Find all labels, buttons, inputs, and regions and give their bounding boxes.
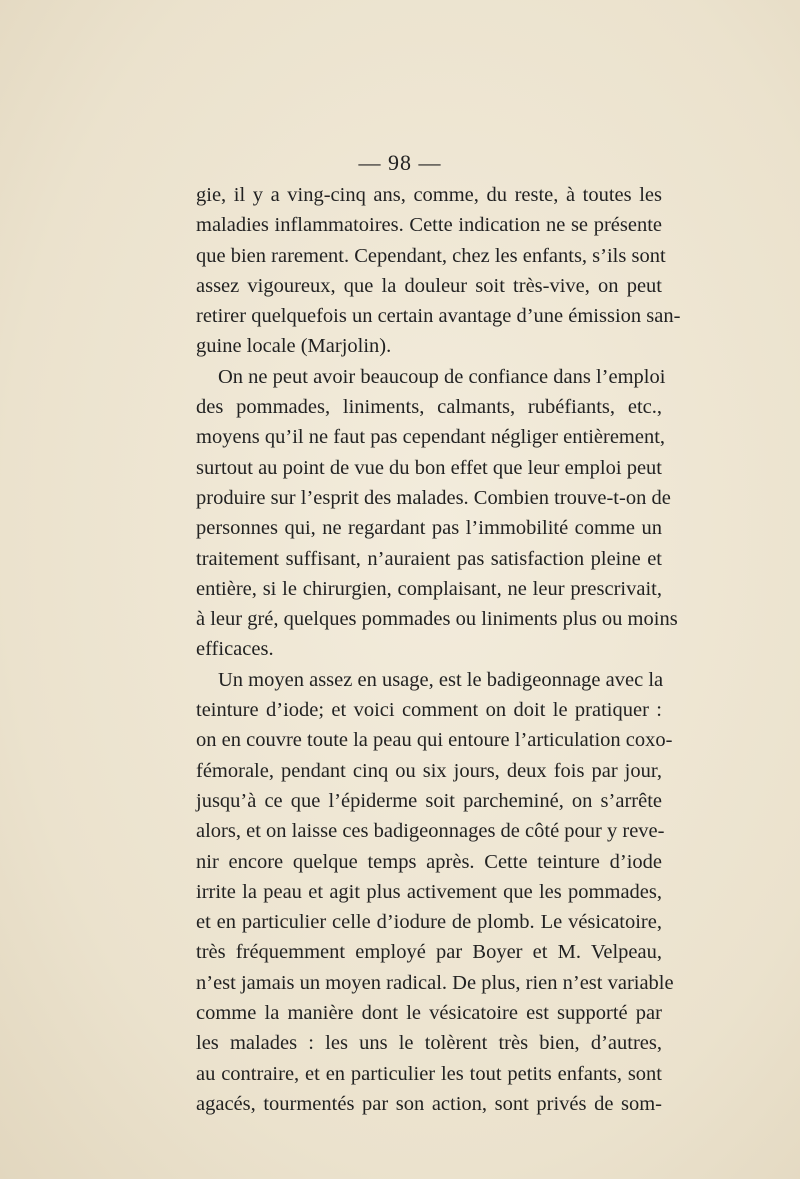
text-line: gie, il y a ving-cinq ans, comme, du reste, à toutes les xyxy=(196,184,662,206)
text-line: irrite la peau et agit plus activement que les pommades, xyxy=(196,880,662,903)
text-line: personnes qui, ne regardant pas l’immobilité comme un xyxy=(196,517,662,540)
text-line: et en particulier celle d’iodure de plomb. Le vésicatoire, xyxy=(196,911,662,934)
text-line: assez vigoureux, que la douleur soit très-vive, on peut xyxy=(196,274,662,297)
text-line: comme la manière dont le vésicatoire est supporté par xyxy=(196,1002,662,1025)
text-line: retirer quelquefois un certain avantage d’une émission san- xyxy=(196,305,681,328)
text-line: alors, et on laisse ces badigeonnages de côté pour y reve- xyxy=(196,820,665,843)
text-line: moyens qu’il ne faut pas cependant négliger entièrement, xyxy=(196,426,666,449)
text-line: On ne peut avoir beaucoup de confiance dans l’emploi xyxy=(218,365,666,388)
page-number: — 98 — xyxy=(358,150,442,175)
text-line: fémorale, pendant cinq ou six jours, deux fois par jour, xyxy=(196,759,662,782)
text-line: maladies inflammatoires. Cette indication ne se présente xyxy=(196,214,662,237)
text-line: des pommades, liniments, calmants, rubéfiants, etc., xyxy=(196,396,662,419)
text-line: guine locale (Marjolin). xyxy=(196,335,392,358)
text-line: nir encore quelque temps après. Cette teinture d’iode xyxy=(196,850,662,873)
text-line: à leur gré, quelques pommades ou liniments plus ou moins xyxy=(196,608,678,631)
text-line: jusqu’à ce que l’épiderme soit parcheminé, on s’arrête xyxy=(196,789,662,812)
text-line: très fréquemment employé par Boyer et M. Velpeau, xyxy=(196,941,662,964)
text-line: teinture d’iode; et voici comment on doit le pratiquer : xyxy=(196,699,662,722)
text-line: on en couvre toute la peau qui entoure l’articulation coxo- xyxy=(196,729,673,752)
text-line: produire sur l’esprit des malades. Combien trouve-t-on de xyxy=(196,486,671,509)
body-text xyxy=(196,180,681,1119)
text-line: traitement suffisant, n’auraient pas satisfaction pleine et xyxy=(196,547,662,570)
text-line: au contraire, et en particulier les tout petits enfants, sont xyxy=(196,1062,662,1085)
text-line: surtout au point de vue du bon effet que leur emploi peut xyxy=(196,456,662,479)
text-line: que bien rarement. Cependant, chez les enfants, s’ils sont xyxy=(196,244,666,267)
text-line: agacés, tourmentés par son action, sont privés de som- xyxy=(196,1092,662,1115)
text-line: entière, si le chirurgien, complaisant, ne leur prescrivait, xyxy=(196,577,662,600)
text-line: n’est jamais un moyen radical. De plus, rien n’est variable xyxy=(196,971,674,994)
text-line: les malades : les uns le tolèrent très bien, d’autres, xyxy=(196,1032,662,1055)
text-line: efficaces. xyxy=(196,638,274,661)
text-line: Un moyen assez en usage, est le badigeonnage avec la xyxy=(218,668,664,691)
